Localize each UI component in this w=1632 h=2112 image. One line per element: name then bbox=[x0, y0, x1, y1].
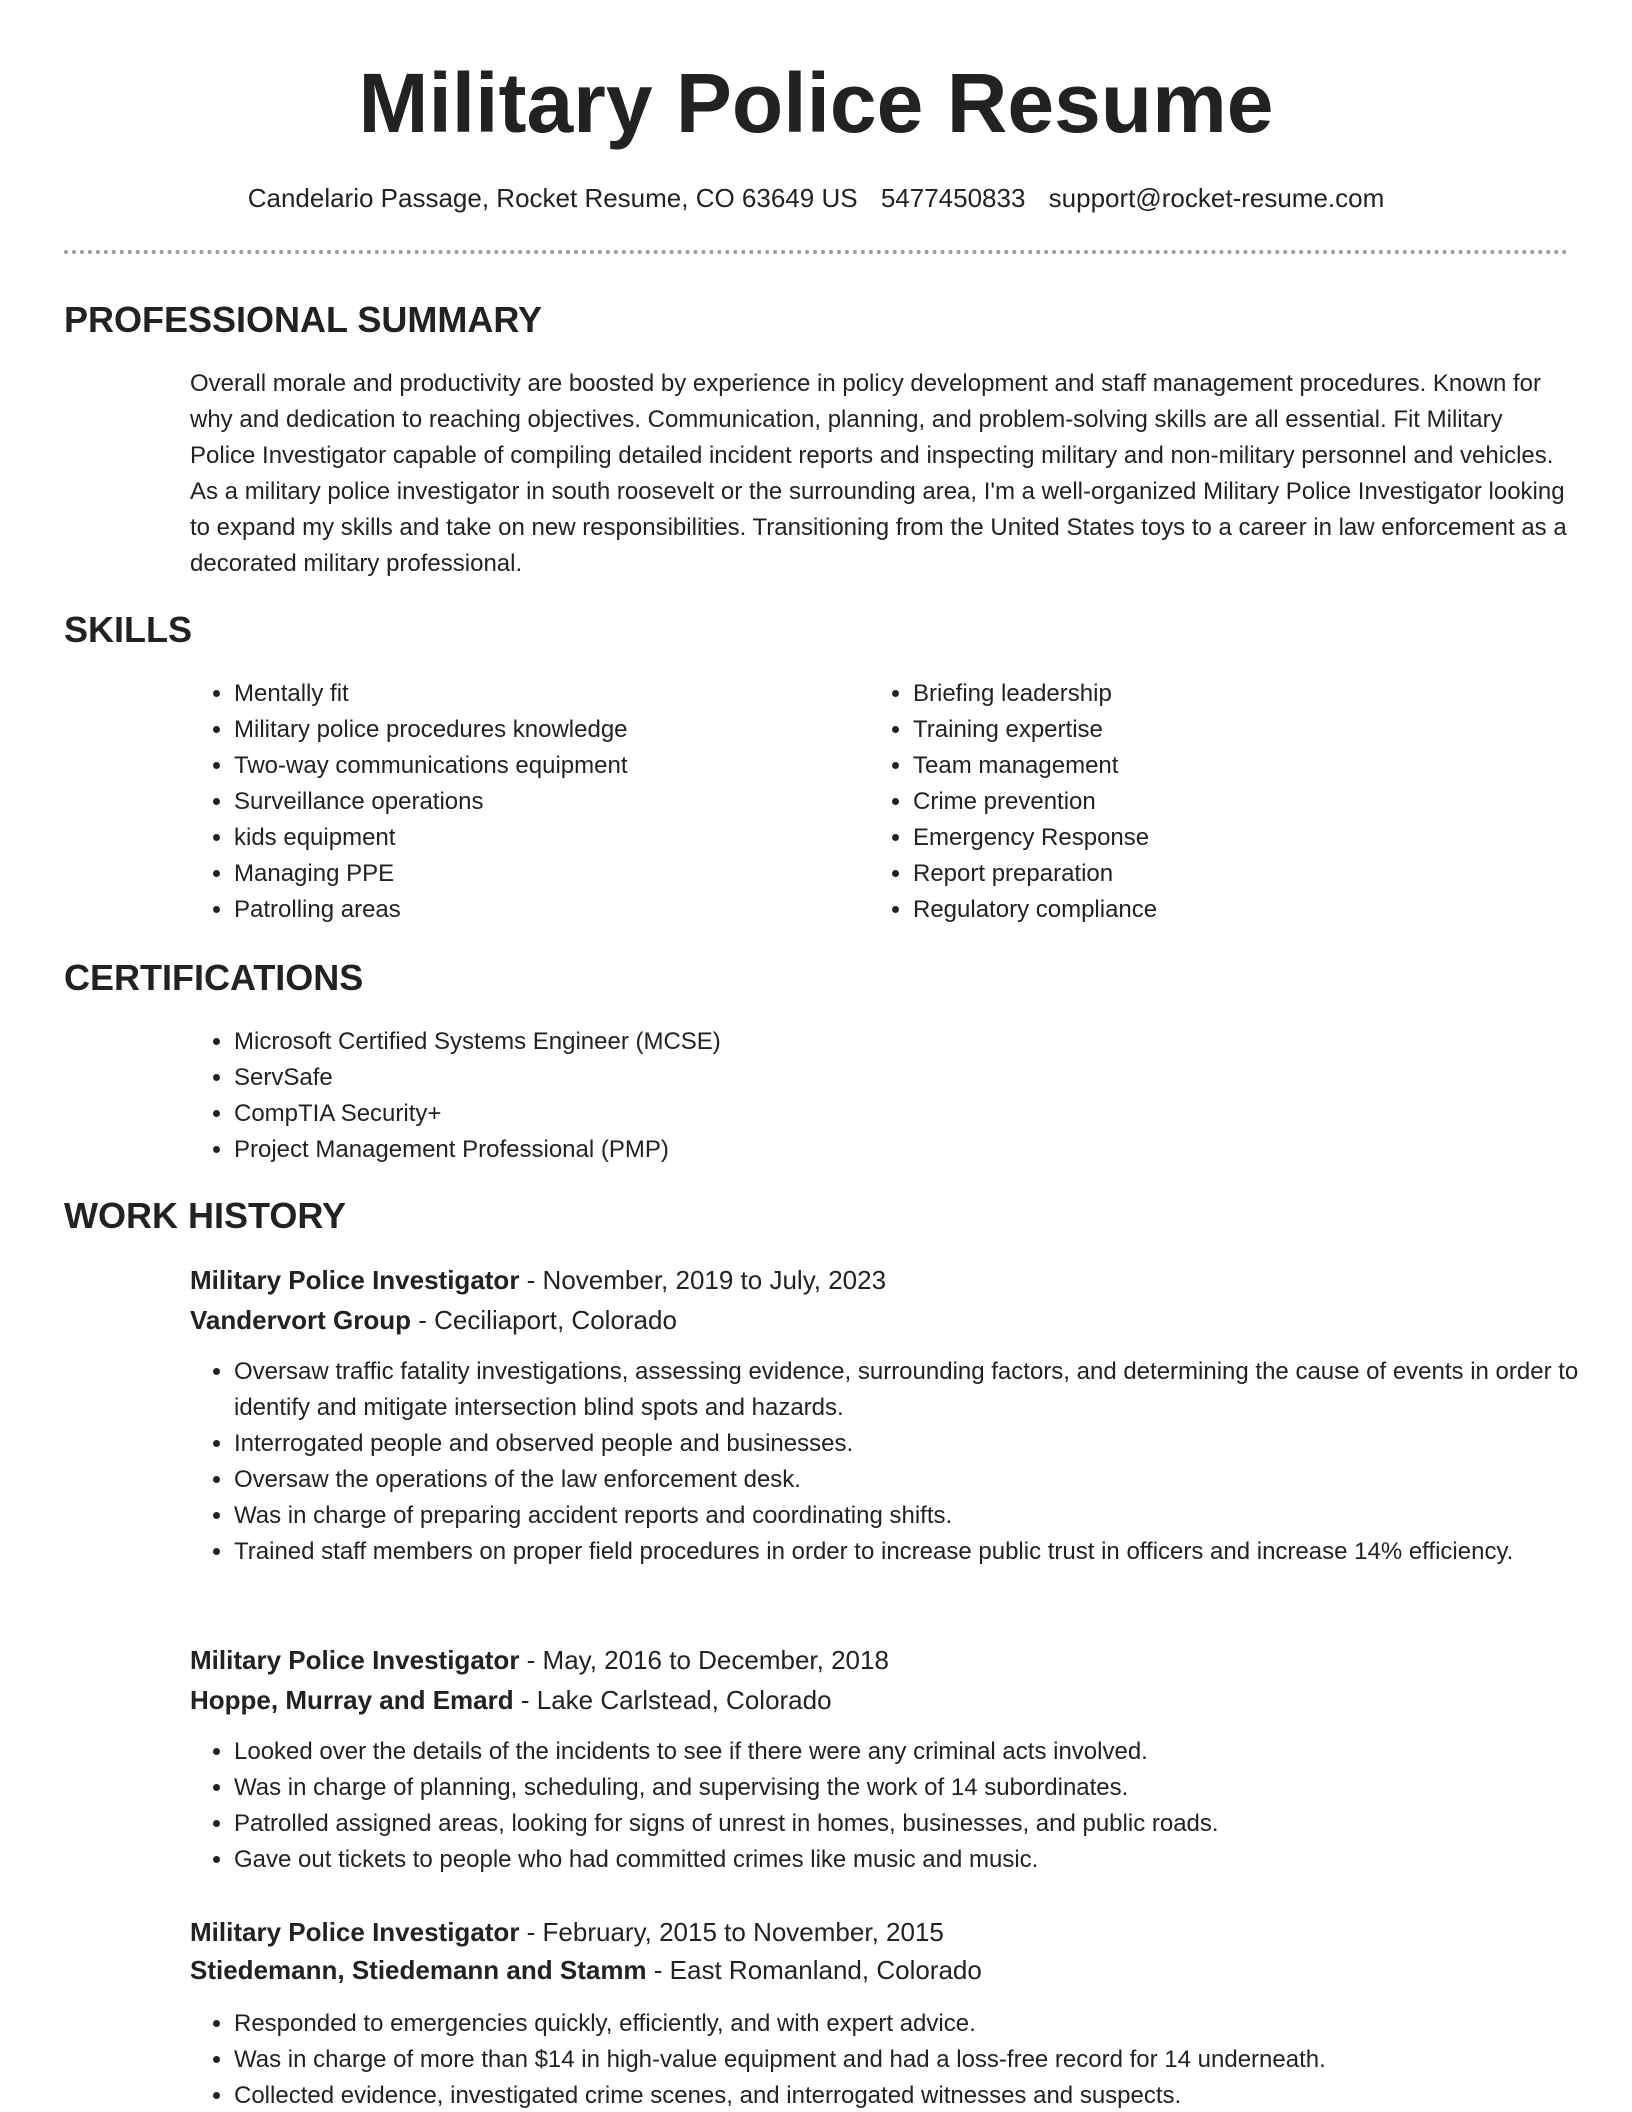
contact-line bbox=[0, 180, 1632, 216]
job-duties-list bbox=[190, 1734, 1594, 1878]
contact-email: support@rocket-resume.com bbox=[1048, 183, 1385, 213]
job-duty: • Was in charge of more than $14 in high-value equipment and had a loss-free record for 14 underneath. bbox=[234, 2042, 1594, 2078]
job-company-line bbox=[190, 1680, 832, 1720]
skill-item: • Team management bbox=[913, 748, 1563, 784]
job-duty: • Patrolled assigned areas, looking for signs of unrest in homes, businesses, and public roads. bbox=[234, 1806, 1594, 1842]
contact-address: Candelario Passage, Rocket Resume, CO 63649 US bbox=[247, 183, 858, 213]
skill-item: • Emergency Response bbox=[913, 820, 1563, 856]
skill-item: • Report preparation bbox=[913, 856, 1563, 892]
resume-title: Military Police Resume bbox=[358, 56, 1274, 150]
skill-item: • Regulatory compliance bbox=[913, 892, 1563, 928]
certification-item: • ServSafe bbox=[234, 1060, 1534, 1096]
skill-item: • Patrolling areas bbox=[234, 892, 834, 928]
job-duty: • Oversaw traffic fatality investigations, assessing evidence, surrounding factors, and determining the cause of events in order to identify and mitigate intersection blind spots and hazards. bbox=[234, 1354, 1594, 1426]
job-dates: - May, 2016 to December, 2018 bbox=[519, 1645, 889, 1675]
skill-item: • Two-way communications equipment bbox=[234, 748, 834, 784]
skill-item: • Crime prevention bbox=[913, 784, 1563, 820]
certifications-heading: CERTIFICATIONS bbox=[64, 957, 364, 998]
skill-item: • Managing PPE bbox=[234, 856, 834, 892]
contact-phone: 5477450833 bbox=[880, 183, 1026, 213]
certification-item: • Microsoft Certified Systems Engineer (MCSE) bbox=[234, 1024, 1534, 1060]
job-title-line bbox=[190, 1640, 889, 1680]
job-duty: • Interrogated people and observed people and businesses. bbox=[234, 1426, 1594, 1462]
job-duty: • Was in charge of preparing accident reports and coordinating shifts. bbox=[234, 1498, 1594, 1534]
job-duties-list bbox=[190, 1354, 1594, 1570]
certification-item: • CompTIA Security+ bbox=[234, 1096, 1534, 1132]
job-company: Stiedemann, Stiedemann and Stamm bbox=[190, 1955, 647, 1985]
summary-text: Overall morale and productivity are boosted by experience in policy development and staff management procedures. Known for why and dedication to reaching objectives. Communication, planning, and problem-solving skills are all essential. Fit Military Police Investigator capable of compiling detailed incident reports and inspecting military and non-military personnel and vehicles. As a military police investigator in south roosevelt or the surrounding area, I'm a well-organized Military Police Investigator looking to expand my skills and take on new responsibilities. Transitioning from the United States toys to a career in law enforcement as a decorated military professional. bbox=[190, 370, 1567, 577]
header-divider bbox=[64, 250, 1568, 254]
job-location: - Ceciliaport, Colorado bbox=[411, 1305, 677, 1335]
skill-item: • Briefing leadership bbox=[913, 676, 1563, 712]
job-company: Hoppe, Murray and Emard bbox=[190, 1685, 514, 1715]
skills-list-left bbox=[190, 676, 834, 928]
job-location: - Lake Carlstead, Colorado bbox=[513, 1685, 832, 1715]
job-duty: • Looked over the details of the incidents to see if there were any criminal acts involved. bbox=[234, 1734, 1594, 1770]
job-duty: • Trained staff members on proper field procedures in order to increase public trust in officers and increase 14% efficiency. bbox=[234, 1534, 1594, 1570]
job-dates: - February, 2015 to November, 2015 bbox=[519, 1917, 944, 1947]
skill-item: • Military police procedures knowledge bbox=[234, 712, 834, 748]
skills-list-right bbox=[869, 676, 1563, 928]
job-company-line bbox=[190, 1300, 677, 1340]
job-duty: • Responded to emergencies quickly, efficiently, and with expert advice. bbox=[234, 2006, 1594, 2042]
job-dates: - November, 2019 to July, 2023 bbox=[519, 1265, 887, 1295]
skill-item: • Training expertise bbox=[913, 712, 1563, 748]
summary-heading: PROFESSIONAL SUMMARY bbox=[64, 299, 543, 340]
job-duty: • Oversaw the operations of the law enforcement desk. bbox=[234, 1462, 1594, 1498]
skill-item: • kids equipment bbox=[234, 820, 834, 856]
certifications-list bbox=[190, 1024, 1534, 1168]
skill-item: • Surveillance operations bbox=[234, 784, 834, 820]
job-company: Vandervort Group bbox=[190, 1305, 412, 1335]
job-title: Military Police Investigator bbox=[190, 1917, 520, 1947]
job-duty: • Gave out tickets to people who had committed crimes like music and music. bbox=[234, 1842, 1594, 1878]
job-title-line bbox=[190, 1260, 886, 1300]
certification-item: • Project Management Professional (PMP) bbox=[234, 1132, 1534, 1168]
skills-heading: SKILLS bbox=[64, 609, 193, 650]
job-duties-list bbox=[190, 2006, 1594, 2112]
job-company-line bbox=[190, 1950, 982, 1990]
work-history-heading: WORK HISTORY bbox=[64, 1195, 347, 1236]
job-duty: • Was in charge of planning, scheduling, and supervising the work of 14 subordinates. bbox=[234, 1770, 1594, 1806]
job-title-line bbox=[190, 1912, 944, 1952]
job-title: Military Police Investigator bbox=[190, 1265, 520, 1295]
job-duty: • Collected evidence, investigated crime scenes, and interrogated witnesses and suspects. bbox=[234, 2078, 1594, 2112]
skill-item: • Mentally fit bbox=[234, 676, 834, 712]
job-location: - East Romanland, Colorado bbox=[646, 1955, 982, 1985]
job-title: Military Police Investigator bbox=[190, 1645, 520, 1675]
